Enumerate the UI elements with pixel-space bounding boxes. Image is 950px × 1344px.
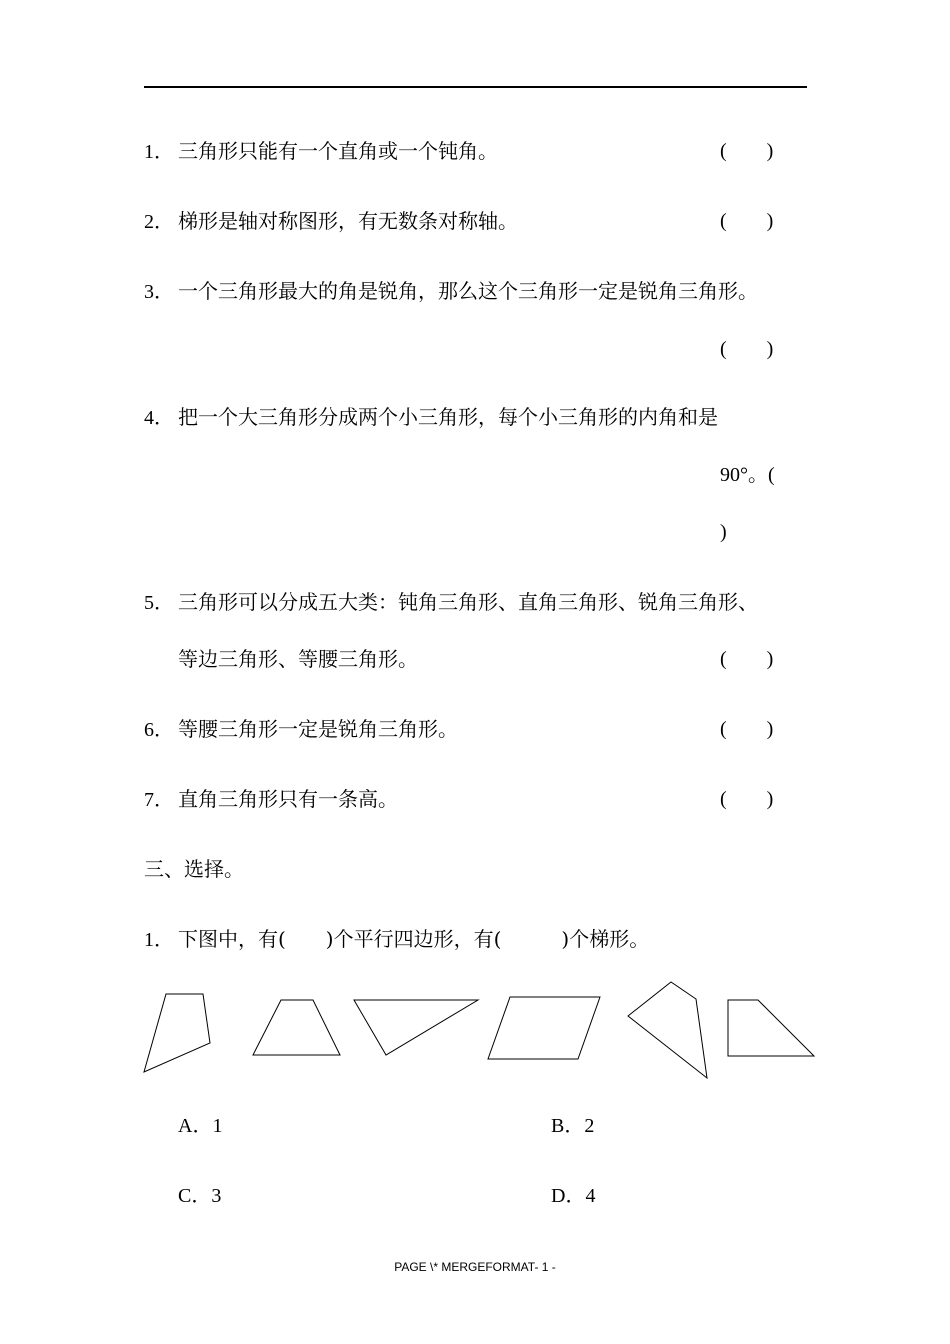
shape-parallelogram [488,997,600,1059]
question-2 [144,208,518,235]
question-text: 把一个大三角形分成两个小三角形，每个小三角形的内角和是 [178,405,718,429]
question-1 [144,138,498,165]
question-text: 梯形是轴对称图形，有无数条对称轴。 [178,209,518,233]
question-number: 6． [144,719,174,741]
answer-paren-2[interactable]: ( ) [720,210,774,232]
answer-paren-3[interactable]: ( ) [720,338,774,360]
option-b[interactable]: B．2 [551,1115,595,1137]
question-number: 3． [144,281,174,303]
shape-triangle [354,1000,478,1055]
question-5 [144,589,758,616]
question-text: 三角形只能有一个直角或一个钝角。 [178,139,498,163]
question-6 [144,716,458,743]
page-footer: PAGE \* MERGEFORMAT- 1 - [394,1260,556,1274]
question-number: 1． [144,141,174,163]
answer-paren-5[interactable]: ( ) [720,648,774,670]
question-3 [144,278,758,305]
shapes-figure [0,975,950,1090]
answer-paren-6[interactable]: ( ) [720,718,774,740]
question-number: 4． [144,407,174,429]
question-text: 一个三角形最大的角是锐角，那么这个三角形一定是锐角三角形。 [178,279,758,303]
shape-quadrilateral-1 [144,994,210,1072]
question-text: 等腰三角形一定是锐角三角形。 [178,717,458,741]
question-5-line-2: 等边三角形、等腰三角形。 [178,647,418,671]
question-7 [144,786,398,813]
top-rule [144,86,807,88]
question-number: 5． [144,592,174,614]
question-4-continuation[interactable]: 90°。( [720,464,775,486]
section-title: 三、选择。 [144,857,244,881]
question-text: 直角三角形只有一条高。 [178,787,398,811]
option-a[interactable]: A．1 [178,1115,223,1137]
question-text: 三角形可以分成五大类：钝角三角形、直角三角形、锐角三角形、 [178,590,758,614]
question-number: 1． [144,929,174,951]
shape-trapezoid [253,1000,340,1055]
question-number: 2． [144,211,174,233]
question-number: 7． [144,789,174,811]
shape-right-trapezoid [728,1000,814,1056]
question-4 [144,404,718,431]
answer-paren-7[interactable]: ( ) [720,788,774,810]
question-text: 下图中，有( )个平行四边形，有( )个梯形。 [178,927,650,951]
option-d[interactable]: D．4 [551,1185,596,1207]
answer-paren-1[interactable]: ( ) [720,140,774,162]
choice-question-1 [144,926,649,953]
option-c[interactable]: C．3 [178,1185,222,1207]
answer-paren-4[interactable]: ) [720,521,727,543]
shape-quadrilateral-2 [628,982,707,1078]
